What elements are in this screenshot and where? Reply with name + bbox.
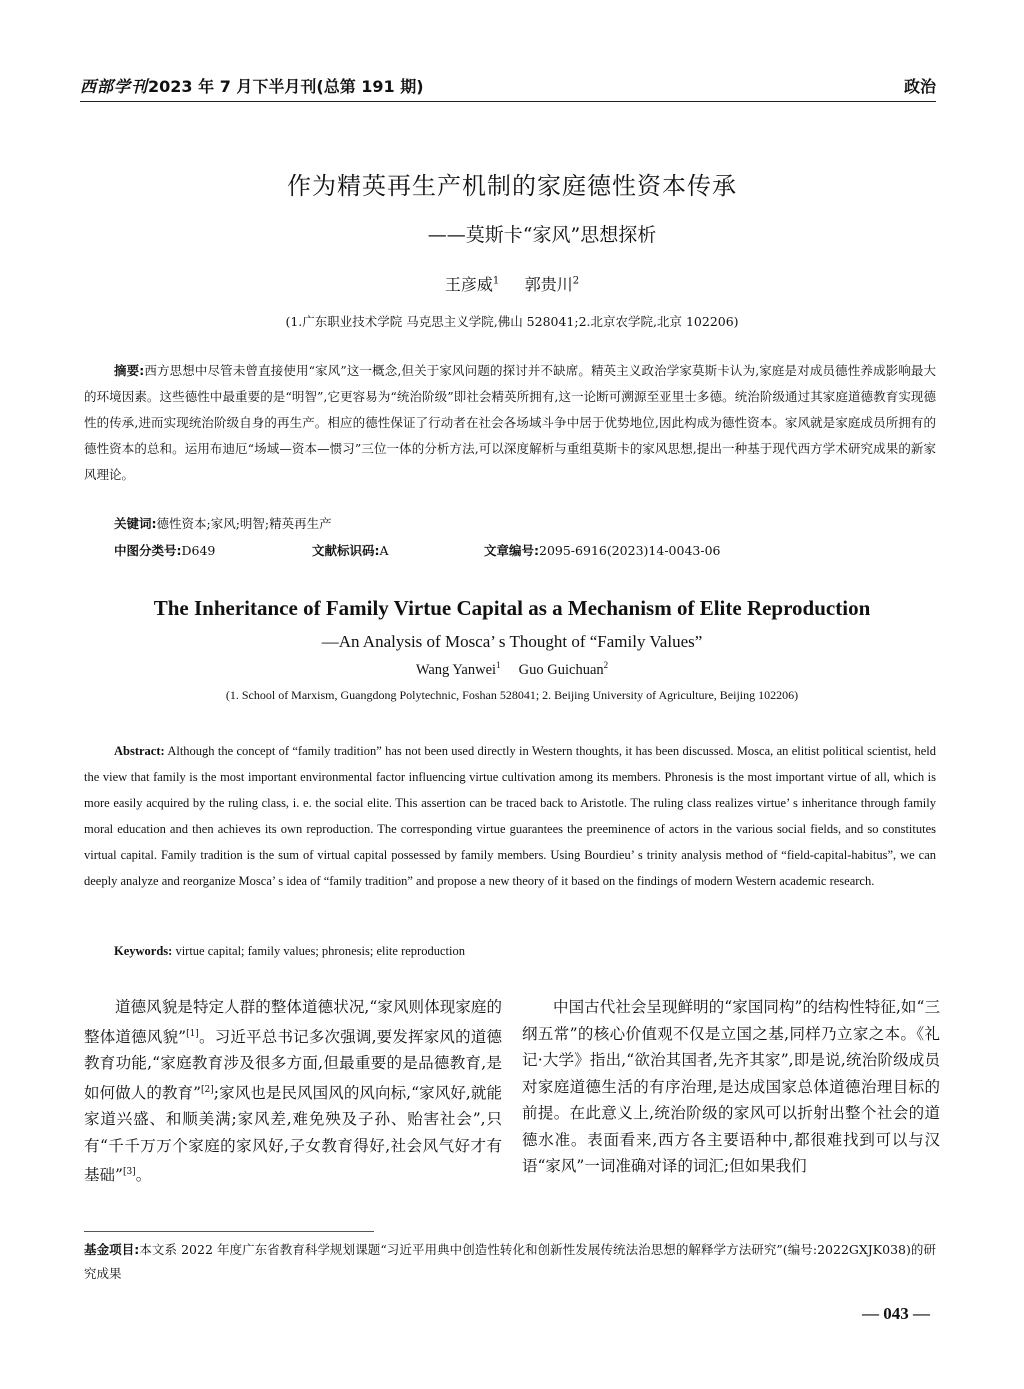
cn-abstract-text: 西方思想中尽管未曾直接使用“家风”这一概念,但关于家风问题的探讨并不缺席。精英主义政治学家莫斯卡认为,家庭是对成员德性养成影响最大的环境因素。这些德性中最重要的是“明智”,它更容易为“统治阶级”即社会精英所拥有,这一论断可溯源至亚里士多德。统治阶级通过其家庭道德教育实现德性的传承,进而实现统治阶级自身的再生产。相应的德性保证了行动者在社会各场域斗争中居于优势地位,因此构成为德性资本。家风就是家庭成员所拥有的德性资本的总和。运用布迪厄“场域—资本—惯习”三位一体的分析方法,可以深度解析与重组莫斯卡的家风思想,提出一种基于现代西方学术研究成果的新家风理论。 bbox=[84, 363, 936, 482]
en-abstract bbox=[84, 738, 936, 894]
body-text: 中国古代社会呈现鲜明的“家国同构”的结构性特征,如“三纲五常”的核心价值观不仅是立国之基,同样乃立家之本。《礼记·大学》指出,“欲治其国者,先齐其家”,即是说,统治阶级成员对家庭道德生活的有序治理,是达成国家总体道德治理目标的前提。在此意义上,统治阶级的家风可以折射出整个社会的道德水准。表面看来,西方各主要语种中,都很难找到可以与汉语“家风”一词准确对译的词汇;但如果我们 bbox=[522, 998, 940, 1175]
cn-author: 王彦威 bbox=[444, 275, 493, 294]
clc-value: D649 bbox=[181, 543, 216, 558]
en-authors bbox=[0, 660, 1024, 679]
body-column-left bbox=[84, 994, 502, 1189]
cn-keywords-label: 关键词: bbox=[114, 516, 157, 531]
cn-keywords-text: 德性资本;家风;明智;精英再生产 bbox=[156, 516, 332, 531]
section-label: 政治 bbox=[903, 77, 936, 96]
en-title: The Inheritance of Family Virtue Capital as a Mechanism of Elite Reproduction bbox=[153, 596, 871, 620]
clc-label: 中图分类号: bbox=[114, 543, 182, 558]
en-affiliation: (1. School of Marxism, Guangdong Polytechnic, Foshan 528041; 2. Beijing University of Agriculture, Beijing 102206) bbox=[225, 688, 799, 702]
article-number-value: 2095-6916(2023)14-0043-06 bbox=[539, 543, 721, 558]
clc-number bbox=[114, 541, 215, 559]
body-text: 。 bbox=[135, 1166, 152, 1185]
citation-ref: [2] bbox=[201, 1084, 214, 1095]
cn-affiliation: (1.广东职业技术学院 马克思主义学院,佛山 528041;2.北京农学院,北京 102206) bbox=[285, 314, 739, 329]
cn-author-sup: 2 bbox=[572, 275, 580, 287]
body-text: ;家风也是民风国风的风向标,“家风好,就能家道兴盛、和顺美满;家风差,难免殃及子孙、贻害社会”,只有“千千万万个家庭的家风好,子女教育得好,社会风气好才有基础” bbox=[84, 1083, 502, 1185]
en-keywords-text: virtue capital; family values; phronesis; elite reproduction bbox=[175, 944, 465, 958]
citation-ref: [1] bbox=[186, 1028, 199, 1039]
header-rule bbox=[80, 101, 936, 102]
body-column-right bbox=[522, 994, 940, 1180]
doc-code bbox=[312, 541, 389, 559]
cn-abstract bbox=[84, 358, 936, 488]
article-number bbox=[484, 541, 720, 559]
doc-code-value: A bbox=[379, 543, 389, 558]
citation-ref: [3] bbox=[122, 1167, 136, 1178]
footnote-rule bbox=[84, 1231, 374, 1232]
en-author: Guo Guichuan bbox=[518, 661, 604, 678]
en-abstract-text: Although the concept of “family tradition” has not been used directly in Western thoughts, it has been discussed. Mosca, an elitist political scientist, held the view that family is the most important environmental factor influencing virtue cultivation among its members. Phronesis is the most important virtue of all, which is more easily acquired by the ruling class, i. e. the social elite. This assertion can be traced back to Aristotle. The ruling class realizes virtue’ s inheritance through family moral education and then achieves its own reproduction. The corresponding virtue guarantees the preeminence of actors in the various social fields, and so constitutes virtual capital. Family tradition is the sum of virtual capital possessed by family members. Using Bourdieu’ s trinity analysis method of “field-capital-habitus”, we can deeply analyze and reorganize Mosca’ s idea of “family tradition” and propose a new theory of it based on the findings of modern Western academic research. bbox=[84, 744, 937, 888]
funding-label: 基金项目: bbox=[84, 1242, 140, 1257]
en-subtitle: —An Analysis of Mosca’ s Thought of “Family Values” bbox=[321, 632, 703, 651]
en-author-sup: 2 bbox=[603, 660, 609, 670]
page-number: — 043 — bbox=[862, 1304, 930, 1323]
journal-issue bbox=[80, 74, 424, 97]
body-text: 。习近平总书记多次强调,要发挥家风的道德教育功能,“家庭教育涉及很多方面,但最重要的是品德教育,是如何做人的教育” bbox=[84, 1027, 502, 1102]
funding-text: 本文系 2022 年度广东省教育科学规划课题“习近平用典中创造性转化和创新性发展传统法治思想的解释学方法研究”(编号:2022GXJK038)的研究成果 bbox=[84, 1242, 936, 1281]
cn-title: 作为精英再生产机制的家庭德性资本传承 bbox=[287, 172, 737, 200]
cn-keywords bbox=[114, 514, 332, 532]
issue-label: 2023 年 7 月下半月刊(总第 191 期) bbox=[148, 77, 424, 96]
cn-author: 郭贵川 bbox=[524, 275, 573, 294]
journal-logo: 西部学刊 bbox=[80, 77, 149, 96]
cn-subtitle: ——莫斯卡“家风”思想探析 bbox=[427, 224, 657, 246]
en-keywords-label: Keywords: bbox=[114, 944, 173, 958]
en-abstract-label: Abstract: bbox=[114, 744, 165, 758]
cn-abstract-label: 摘要: bbox=[114, 363, 145, 378]
en-author-sup: 1 bbox=[496, 660, 501, 670]
body-text: 道德风貌是特定人群的整体道德状况,“家风则体现家庭的整体道德风貌” bbox=[84, 998, 502, 1046]
en-author: Wang Yanwei bbox=[415, 661, 497, 678]
cn-authors bbox=[0, 272, 1024, 295]
cn-author-sup: 1 bbox=[492, 275, 500, 287]
en-keywords bbox=[114, 944, 465, 959]
doc-code-label: 文献标识码: bbox=[312, 543, 380, 558]
article-number-label: 文章编号: bbox=[484, 543, 539, 558]
running-header bbox=[80, 74, 936, 100]
funding-footnote bbox=[84, 1238, 936, 1286]
